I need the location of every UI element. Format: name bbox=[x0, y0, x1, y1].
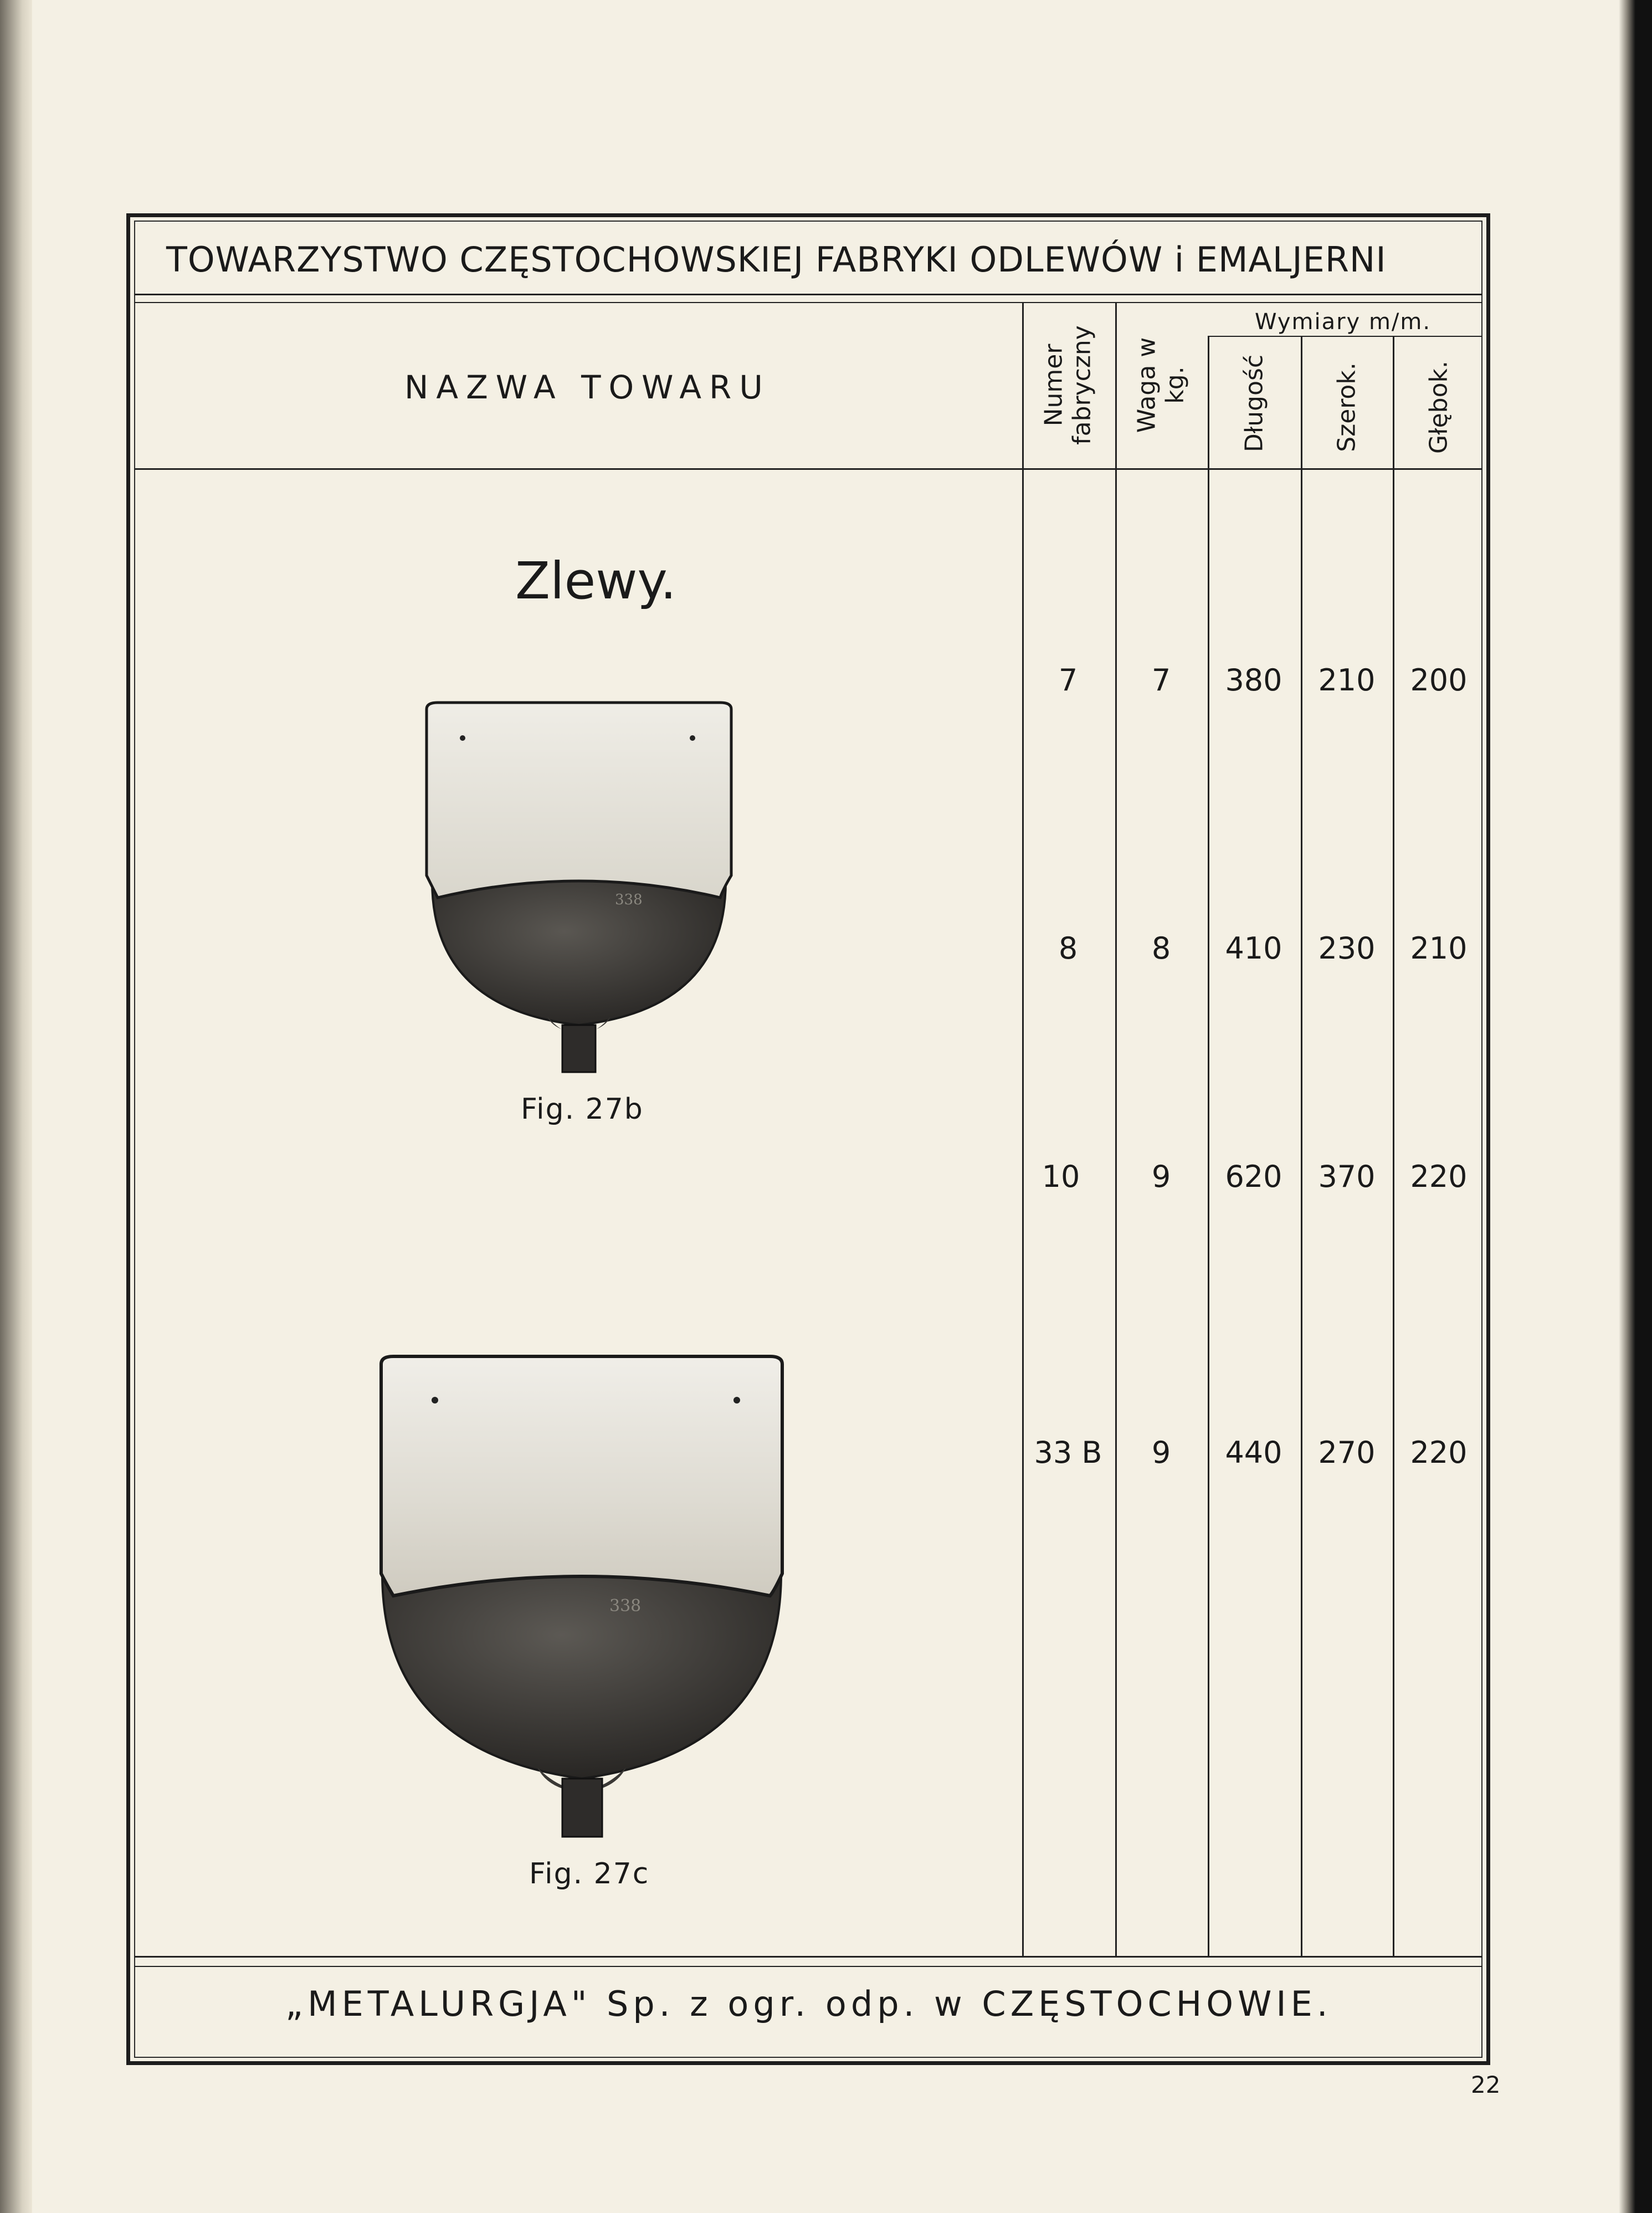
footer-rule bbox=[134, 1956, 1482, 1958]
column-header-glebok: Głębok. bbox=[1424, 361, 1453, 454]
page-frame-inner bbox=[134, 221, 1482, 2058]
col-divider-szerok bbox=[1301, 336, 1302, 1956]
col-divider-dlugosc bbox=[1208, 336, 1209, 1956]
cell-szerok: 230 bbox=[1318, 931, 1376, 966]
column-header-waga: Waga w kg. bbox=[1132, 337, 1189, 433]
figure-caption-27c: Fig. 27c bbox=[529, 1857, 650, 1891]
publisher-footer: „METALURGJA" Sp. z ogr. odp. w CZĘSTOCHOWIE. bbox=[285, 1984, 1332, 2024]
cell-waga: 9 bbox=[1151, 1435, 1171, 1470]
page-gutter-left bbox=[0, 0, 32, 2213]
column-header-szerok: Szerok. bbox=[1332, 362, 1361, 452]
cell-szerok: 210 bbox=[1318, 663, 1376, 698]
column-header-name: NAZWA TOWARU bbox=[404, 368, 771, 406]
cell-glebok: 200 bbox=[1410, 663, 1468, 698]
cell-glebok: 210 bbox=[1410, 931, 1468, 966]
header-rule bbox=[134, 294, 1482, 295]
column-header-wymiary: Wymiary m/m. bbox=[1255, 309, 1432, 335]
cell-dlugosc: 620 bbox=[1225, 1159, 1282, 1194]
col-divider-waga bbox=[1115, 302, 1117, 1956]
cell-szerok: 270 bbox=[1318, 1435, 1376, 1470]
column-header-dlugosc: Długość bbox=[1240, 354, 1269, 453]
cell-dlugosc: 410 bbox=[1225, 931, 1282, 966]
sink-illustration-27b bbox=[421, 698, 737, 1075]
cell-glebok: 220 bbox=[1410, 1159, 1468, 1194]
cell-glebok: 220 bbox=[1410, 1435, 1468, 1470]
sink-illustration-27c bbox=[377, 1352, 787, 1840]
cell-waga: 7 bbox=[1151, 663, 1171, 698]
col-divider-glebok bbox=[1393, 336, 1394, 1956]
cell-waga: 8 bbox=[1151, 931, 1171, 966]
page-number: 22 bbox=[1471, 2071, 1501, 2098]
cell-szerok: 370 bbox=[1318, 1159, 1376, 1194]
cell-dlugosc: 440 bbox=[1225, 1435, 1282, 1470]
company-header-title: TOWARZYSTWO CZĘSTOCHOWSKIEJ FABRYKI ODLEWÓW i EMALJERNI bbox=[166, 239, 1387, 280]
header-rule-thin bbox=[134, 302, 1482, 303]
column-header-numer: Numer fabryczny bbox=[1039, 325, 1096, 445]
cell-numer: 10 bbox=[1042, 1159, 1080, 1194]
sink-stamp-27c: 338 bbox=[609, 1596, 642, 1616]
cell-dlugosc: 380 bbox=[1225, 663, 1282, 698]
figure-caption-27b: Fig. 27b bbox=[521, 1093, 644, 1126]
page-edge-right bbox=[1619, 0, 1652, 2213]
col-divider-numer bbox=[1022, 302, 1024, 1956]
footer-rule-thin bbox=[134, 1966, 1482, 1967]
cell-numer: 33 B bbox=[1034, 1435, 1102, 1470]
cell-numer: 7 bbox=[1058, 663, 1078, 698]
wymiary-rule bbox=[1208, 336, 1482, 337]
sink-stamp-27b: 338 bbox=[615, 892, 643, 908]
cell-numer: 8 bbox=[1058, 931, 1078, 966]
table-head-rule bbox=[134, 468, 1482, 470]
section-title: Zlewy. bbox=[515, 551, 677, 611]
cell-waga: 9 bbox=[1151, 1159, 1171, 1194]
